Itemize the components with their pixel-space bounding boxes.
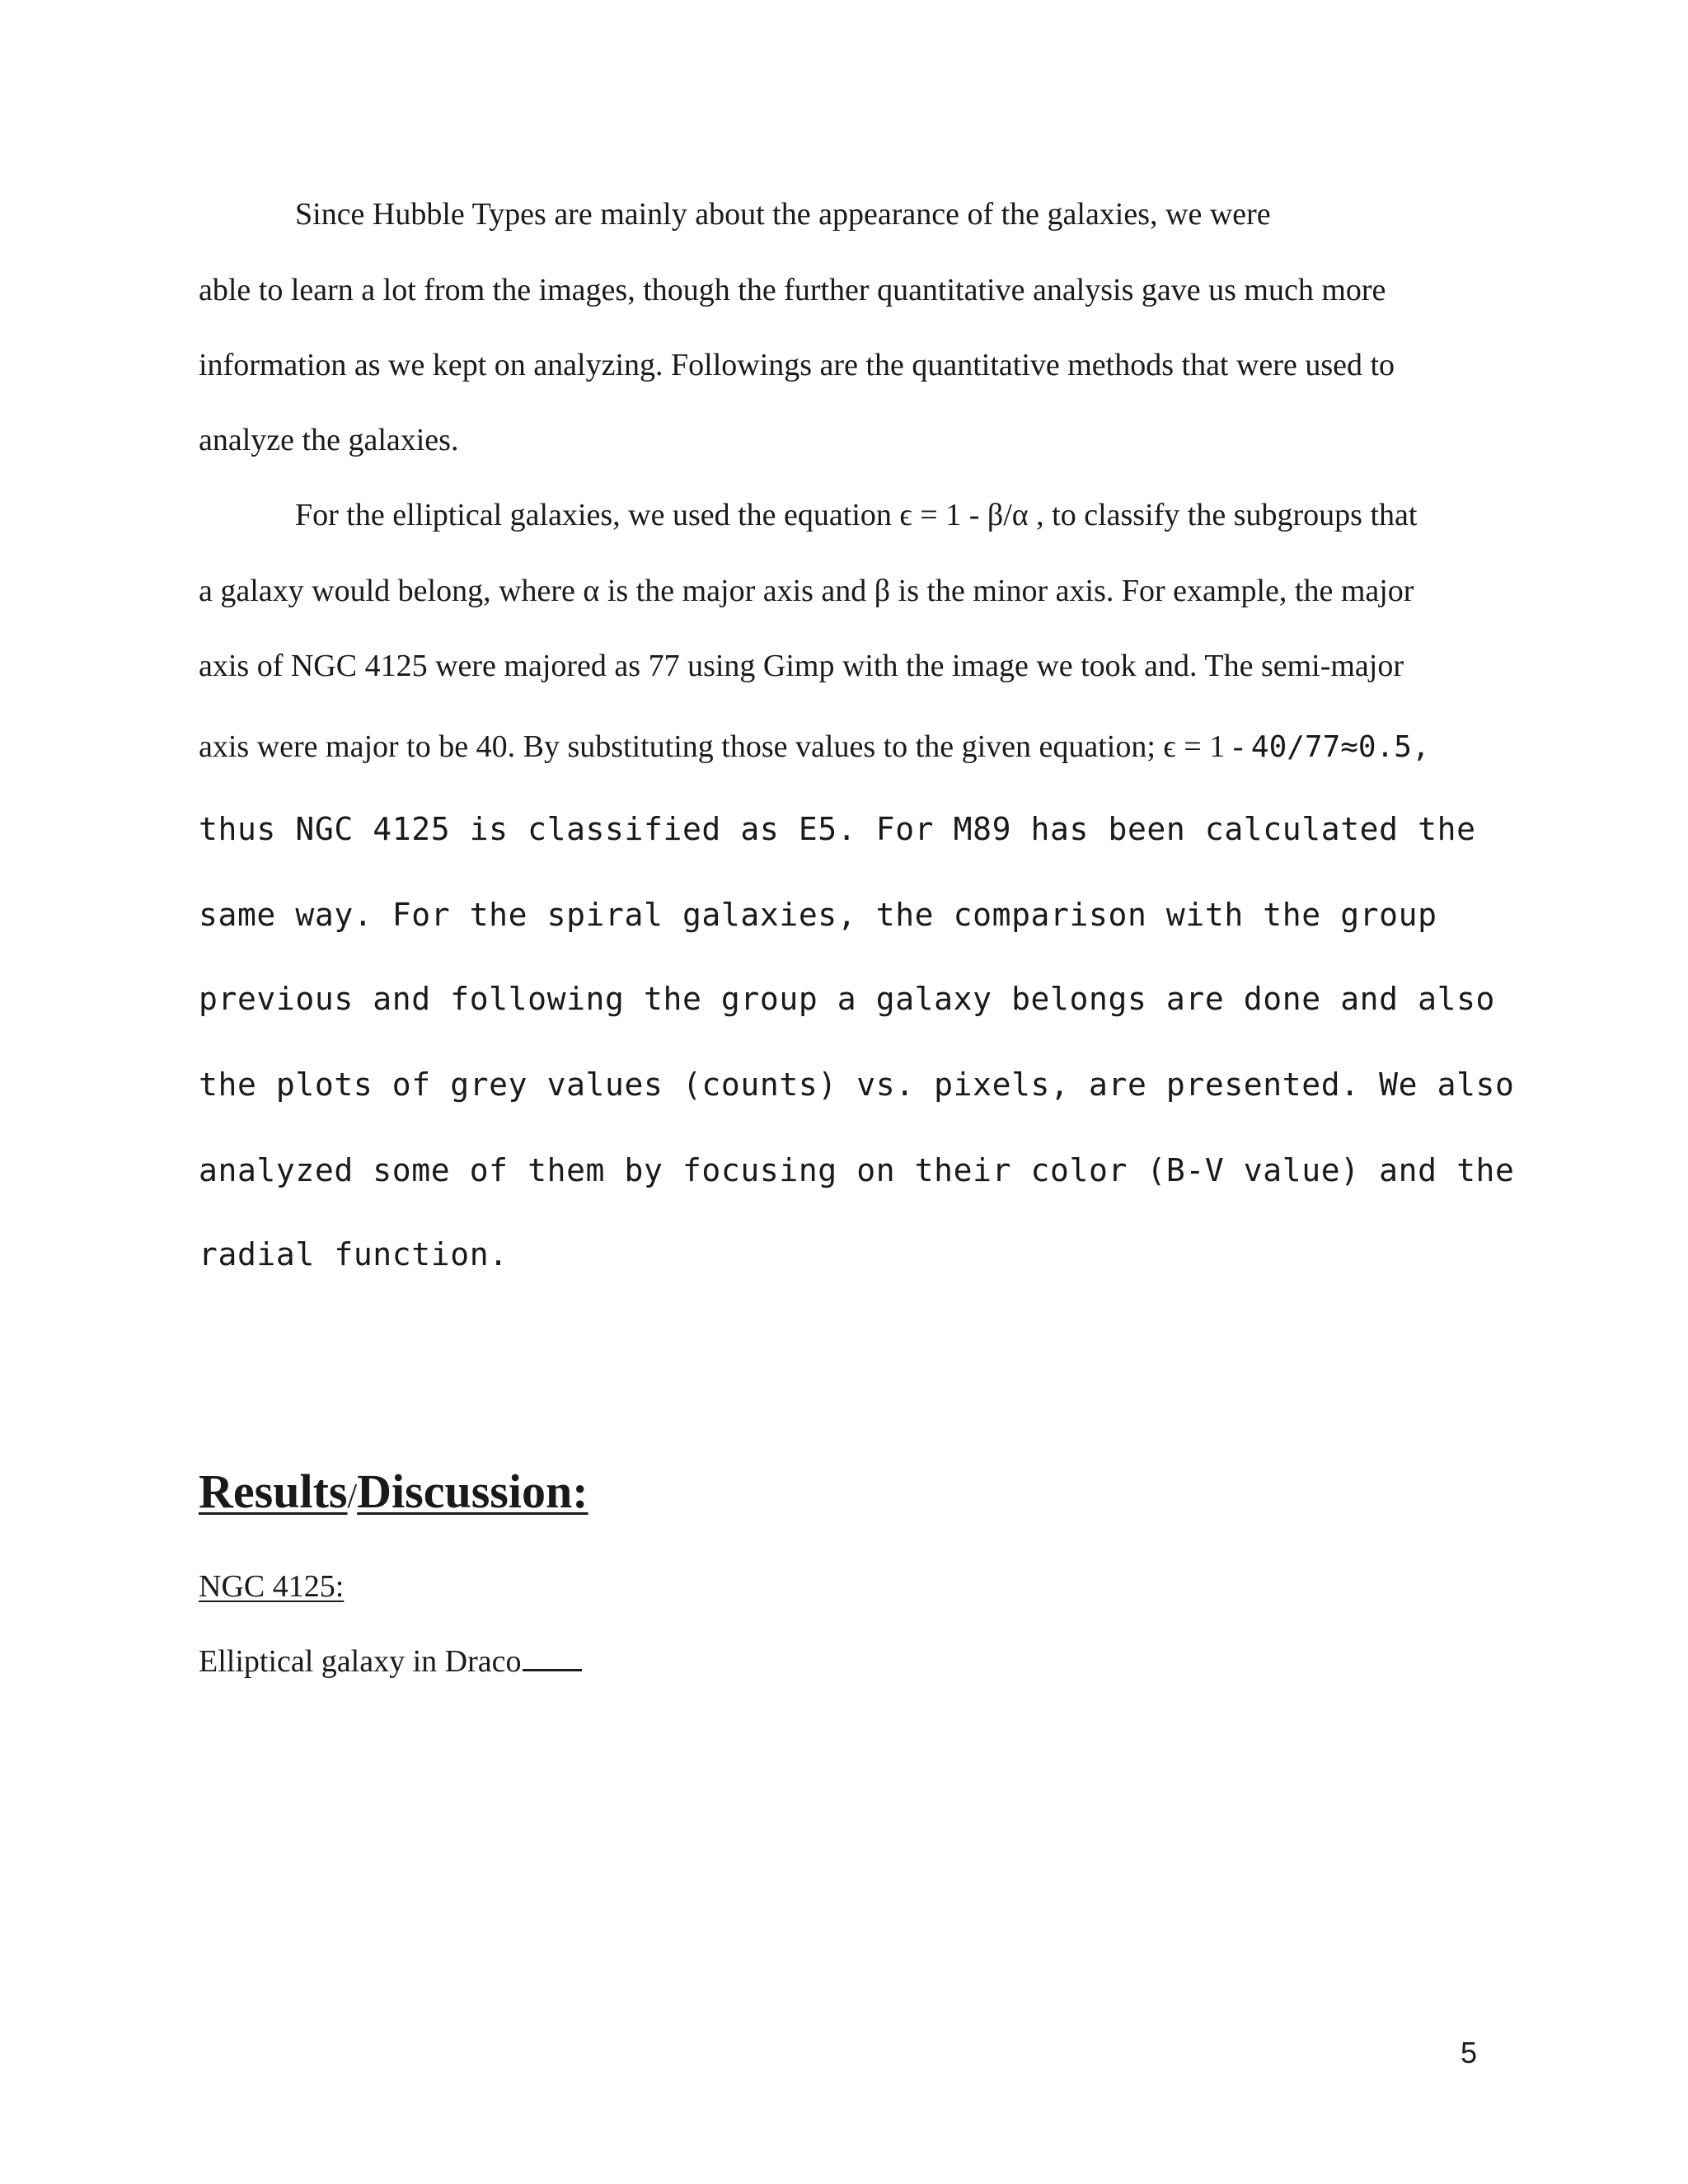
heading-discussion: Discussion: [357, 1465, 588, 1518]
paragraph-2-line-2: a galaxy would belong, where α is the major axis and β is the minor axis. For example, the major [199, 574, 1414, 608]
paragraph-2-line-4 [199, 729, 1430, 765]
paragraph-2-line-6: same way. For the spiral galaxies, the comparison with the group [199, 897, 1437, 933]
paragraph-2-line-4-serif: axis were major to be 40. By substituting those values to the given equation; ϵ = 1 - [199, 729, 1251, 764]
blank-underline [523, 1669, 582, 1671]
paragraph-2-line-9: analyzed some of them by focusing on their color (B-V value) and the [199, 1152, 1515, 1188]
heading-slash: / [347, 1478, 358, 1516]
paragraph-2-line-10: radial function. [199, 1236, 509, 1272]
paragraph-2-line-7: previous and following the group a galaxy belongs are done and also [199, 981, 1496, 1017]
section-description-text: Elliptical galaxy in Draco [199, 1644, 522, 1679]
paragraph-2-line-3: axis of NGC 4125 were majored as 77 using Gimp with the image we took and. The semi-major [199, 649, 1404, 683]
paragraph-1-line-4: analyze the galaxies. [199, 423, 459, 457]
paragraph-1-line-3: information as we kept on analyzing. Followings are the quantitative methods that were used to [199, 348, 1395, 382]
page-number: 5 [1461, 2036, 1478, 2069]
paragraph-2-line-1: For the elliptical galaxies, we used the equation ϵ = 1 - β/α , to classify the subgroups that [295, 498, 1418, 532]
paragraph-2-line-5: thus NGC 4125 is classified as E5. For M89 has been calculated the [199, 811, 1476, 847]
paragraph-1-line-1: Since Hubble Types are mainly about the appearance of the galaxies, we were [295, 197, 1271, 232]
paragraph-1-line-2: able to learn a lot from the images, though the further quantitative analysis gave us much more [199, 273, 1386, 307]
results-discussion-heading [199, 1464, 588, 1519]
section-subtitle: NGC 4125: [199, 1569, 345, 1604]
heading-results: Results [199, 1465, 348, 1518]
paragraph-2-line-8: the plots of grey values (counts) vs. pixels, are presented. We also [199, 1066, 1515, 1103]
section-description [199, 1643, 582, 1680]
paragraph-2-line-4-mono: 40/77≈0.5, [1250, 730, 1430, 764]
